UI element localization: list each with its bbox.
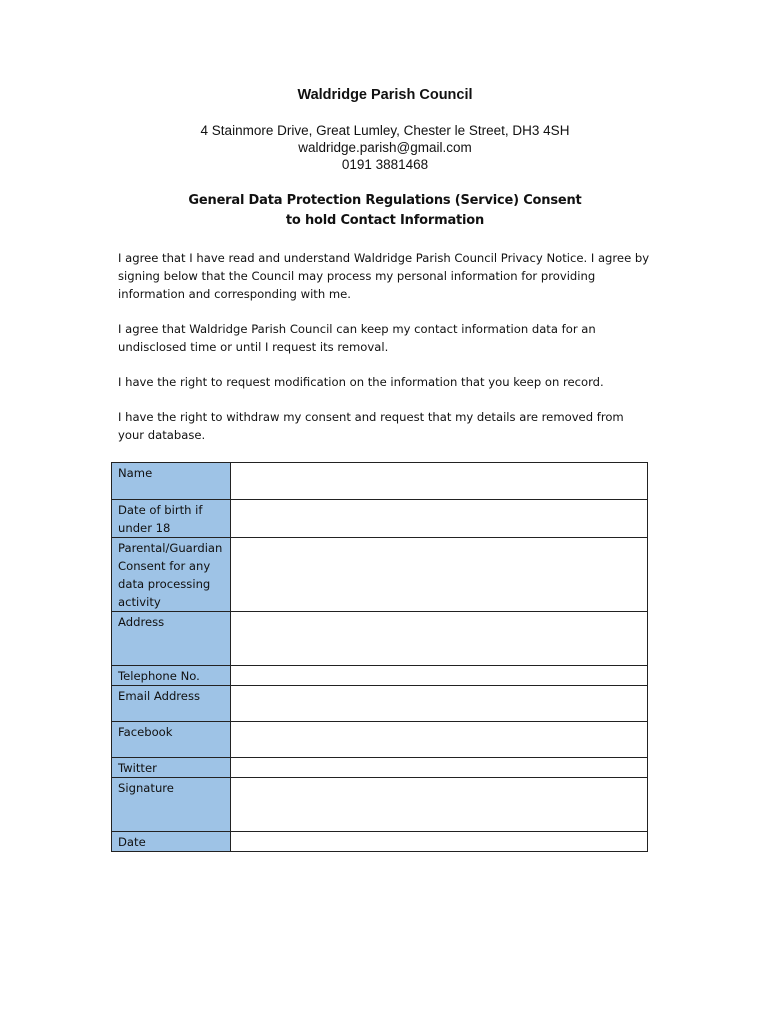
field-label-telephone: Telephone No. (112, 666, 231, 686)
postal-address: 4 Stainmore Drive, Great Lumley, Chester le Street, DH3 4SH (200, 123, 570, 138)
consent-statements (118, 249, 653, 461)
field-label-signature: Signature (112, 778, 231, 832)
statement-privacy-notice: I agree that I have read and understand Waldridge Parish Council Privacy Notice. I agree by signing below that the Council may process my personal information for providing information and corresponding with me. (118, 251, 650, 301)
form-row-guardian-consent (112, 538, 648, 612)
field-input-guardian-consent[interactable] (231, 538, 648, 612)
statement-data-retention: I agree that Waldridge Parish Council can keep my contact information data for an undisclosed time or until I request its removal. (118, 322, 596, 354)
field-input-email[interactable] (231, 686, 648, 722)
field-input-signature[interactable] (231, 778, 648, 832)
document-title (0, 191, 770, 231)
field-label-twitter: Twitter (112, 758, 231, 778)
statement-right-to-withdraw: I have the right to withdraw my consent and request that my details are removed from your database. (118, 410, 624, 442)
document-title-line-2: to hold Contact Information (285, 213, 485, 228)
field-input-date[interactable] (231, 832, 648, 852)
field-input-twitter[interactable] (231, 758, 648, 778)
contact-email: waldridge.parish@gmail.com (298, 140, 472, 155)
field-label-date: Date (112, 832, 231, 852)
form-row-date-of-birth (112, 500, 648, 538)
field-input-name[interactable] (231, 463, 648, 500)
form-row-facebook (112, 722, 648, 758)
form-row-address (112, 612, 648, 666)
field-input-address[interactable] (231, 612, 648, 666)
form-row-email (112, 686, 648, 722)
contact-block (0, 122, 770, 173)
form-row-signature (112, 778, 648, 832)
consent-form-table (111, 462, 648, 852)
field-label-name: Name (112, 463, 231, 500)
field-label-address: Address (112, 612, 231, 666)
contact-phone: 0191 3881468 (341, 157, 429, 172)
form-row-date (112, 832, 648, 852)
field-input-telephone[interactable] (231, 666, 648, 686)
organization-name: Waldridge Parish Council (297, 87, 473, 103)
document-title-line-1: General Data Protection Regulations (Service) Consent (188, 193, 582, 208)
field-input-facebook[interactable] (231, 722, 648, 758)
form-row-name (112, 463, 648, 500)
form-row-twitter (112, 758, 648, 778)
statement-right-to-modify: I have the right to request modification on the information that you keep on record. (118, 375, 604, 389)
field-label-date-of-birth: Date of birth if under 18 (112, 500, 231, 538)
field-label-guardian-consent: Parental/Guardian Consent for any data processing activity (112, 538, 231, 612)
field-label-facebook: Facebook (112, 722, 231, 758)
field-input-date-of-birth[interactable] (231, 500, 648, 538)
field-label-email: Email Address (112, 686, 231, 722)
form-row-telephone (112, 666, 648, 686)
